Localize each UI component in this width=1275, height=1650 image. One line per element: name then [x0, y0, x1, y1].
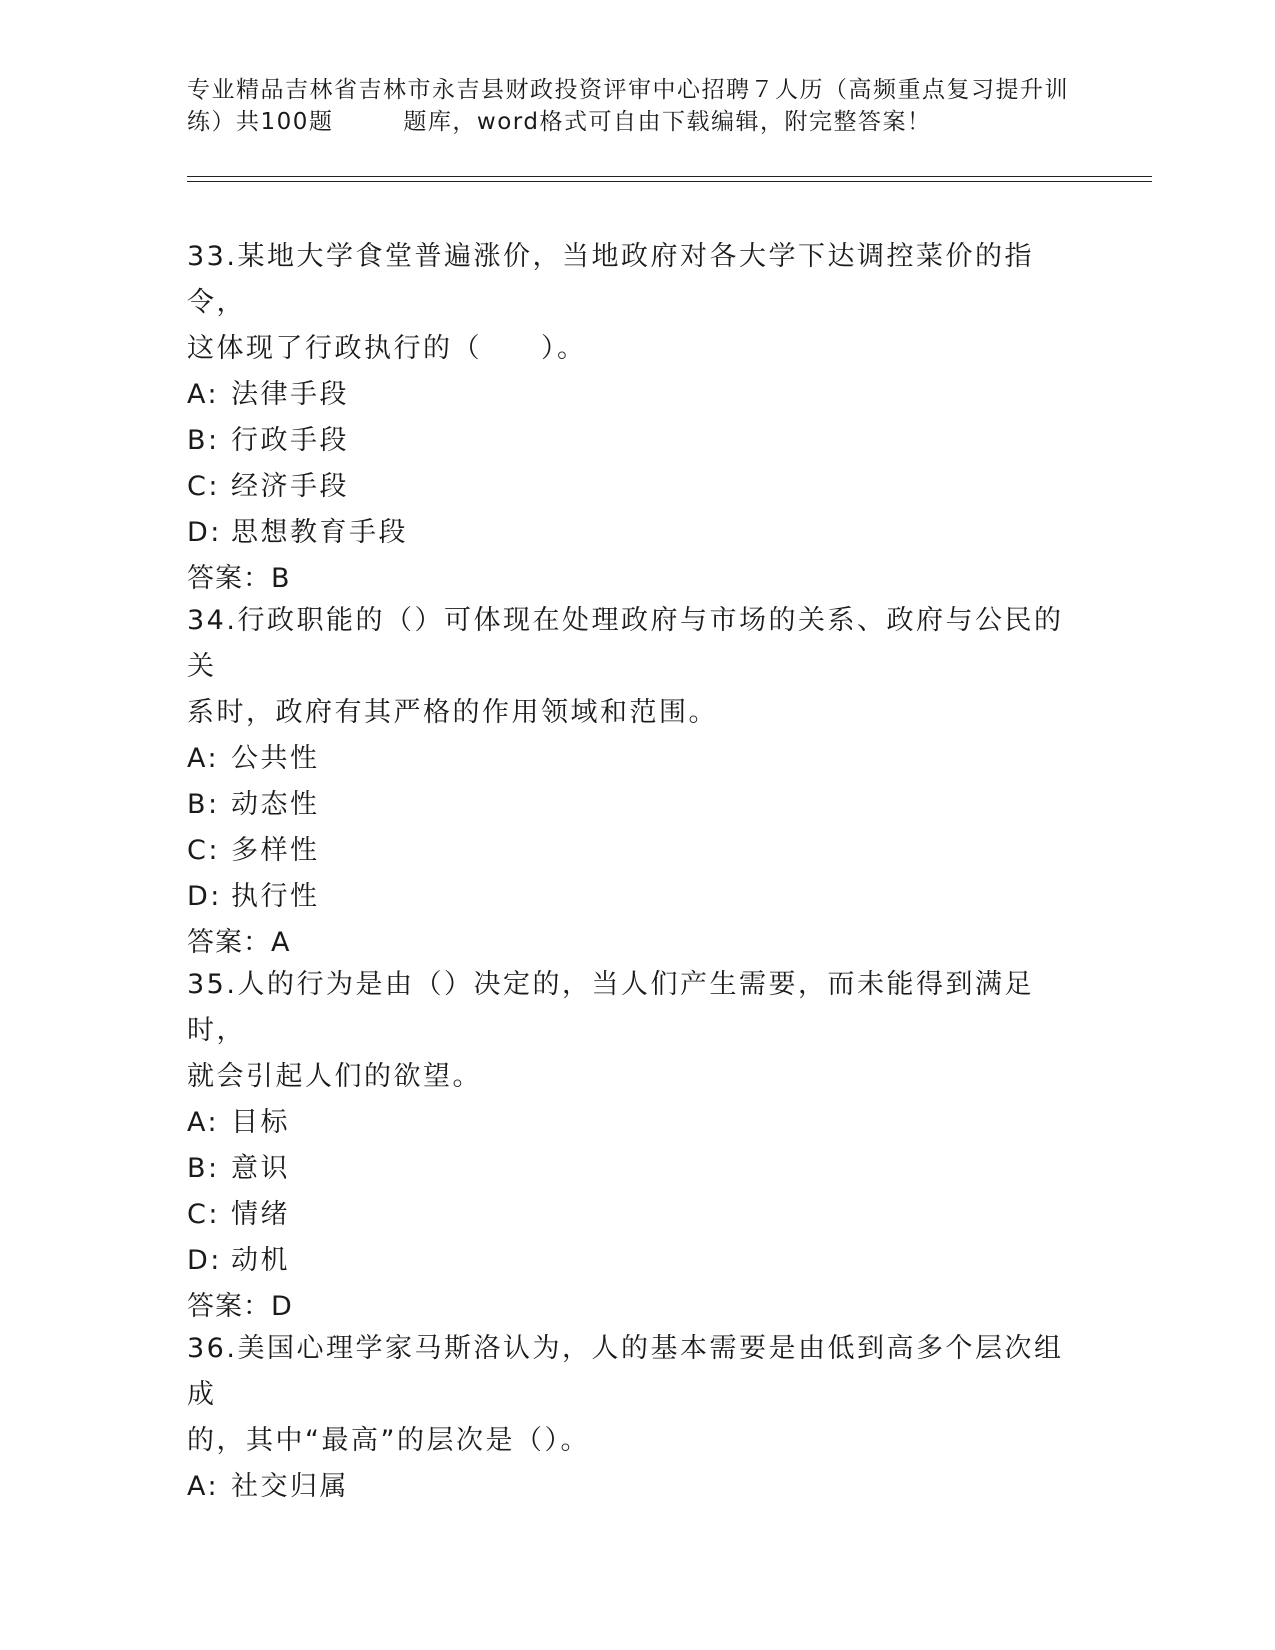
option-text: 意识 [231, 1153, 290, 1184]
question-stem-line-1: 35.人的行为是由（）决定的，当人们产生需要，而未能得到满足时， [187, 969, 1034, 1046]
option-text: 社交归属 [231, 1471, 349, 1502]
option-key: D: [187, 881, 222, 912]
option-a [187, 1464, 1087, 1510]
question-stem-line-1: 36.美国心理学家马斯洛认为，人的基本需要是由低到高多个层次组成 [187, 1333, 1064, 1410]
header-line-1: 专业精品吉林省吉林市永吉县财政投资评审中心招聘７人历（高频重点复习提升训 [187, 77, 1069, 103]
option-c [187, 464, 1087, 510]
question-stem [187, 234, 1087, 372]
option-a [187, 736, 1087, 782]
answer-line [187, 920, 1087, 966]
option-d [187, 874, 1087, 920]
header-line-2-right: 题库，word格式可自由下载编辑，附完整答案！ [403, 109, 932, 135]
question-stem-line-1: 33.某地大学食堂普遍涨价，当地政府对各大学下达调控菜价的指令， [187, 241, 1034, 318]
answer-label: 答案： [187, 927, 271, 958]
answer-value: B [271, 563, 291, 594]
option-key: B: [187, 1153, 220, 1184]
question-36 [187, 1326, 1087, 1510]
option-text: 目标 [231, 1107, 290, 1138]
option-key: C: [187, 1199, 220, 1230]
option-text: 情绪 [231, 1199, 290, 1230]
option-list [187, 372, 1087, 556]
option-key: A: [187, 743, 220, 774]
header-divider-bottom [187, 181, 1152, 182]
option-b [187, 782, 1087, 828]
header-line-2-left: 练）共100题 [187, 109, 334, 135]
option-text: 执行性 [231, 881, 320, 912]
question-stem-line-2: 的，其中“最高”的层次是（）。 [187, 1425, 590, 1456]
question-34 [187, 598, 1087, 966]
option-key: B: [187, 425, 220, 456]
option-text: 动机 [231, 1245, 290, 1276]
answer-label: 答案： [187, 1291, 271, 1322]
option-key: A: [187, 1471, 220, 1502]
question-stem [187, 598, 1087, 736]
option-a [187, 1100, 1087, 1146]
option-key: C: [187, 471, 220, 502]
option-key: A: [187, 379, 220, 410]
question-35 [187, 962, 1087, 1330]
option-text: 多样性 [231, 835, 320, 866]
header-divider-top [187, 176, 1152, 177]
option-list [187, 1100, 1087, 1284]
option-d [187, 1238, 1087, 1284]
option-text: 行政手段 [231, 425, 349, 456]
question-stem-line-2: 这体现了行政执行的（ ）。 [187, 333, 587, 364]
header-line-2 [187, 106, 1087, 138]
option-c [187, 828, 1087, 874]
answer-label: 答案： [187, 563, 271, 594]
option-list [187, 1464, 1087, 1510]
answer-value: D [271, 1291, 293, 1322]
question-stem-line-2: 系时，政府有其严格的作用领域和范围。 [187, 697, 718, 728]
option-text: 思想教育手段 [231, 517, 408, 548]
question-stem [187, 1326, 1087, 1464]
answer-line [187, 556, 1087, 602]
question-stem-line-2: 就会引起人们的欲望。 [187, 1061, 482, 1092]
document-header [187, 74, 1087, 138]
question-stem-line-1: 34.行政职能的（）可体现在处理政府与市场的关系、政府与公民的关 [187, 605, 1064, 682]
option-c [187, 1192, 1087, 1238]
option-b [187, 1146, 1087, 1192]
option-d [187, 510, 1087, 556]
option-a [187, 372, 1087, 418]
option-key: A: [187, 1107, 220, 1138]
option-text: 动态性 [231, 789, 320, 820]
option-key: D: [187, 517, 222, 548]
answer-value: A [271, 927, 291, 958]
option-text: 公共性 [231, 743, 320, 774]
option-text: 经济手段 [231, 471, 349, 502]
option-key: D: [187, 1245, 222, 1276]
option-key: C: [187, 835, 220, 866]
option-b [187, 418, 1087, 464]
question-33 [187, 234, 1087, 602]
option-list [187, 736, 1087, 920]
option-text: 法律手段 [231, 379, 349, 410]
option-key: B: [187, 789, 220, 820]
answer-line [187, 1284, 1087, 1330]
question-stem [187, 962, 1087, 1100]
